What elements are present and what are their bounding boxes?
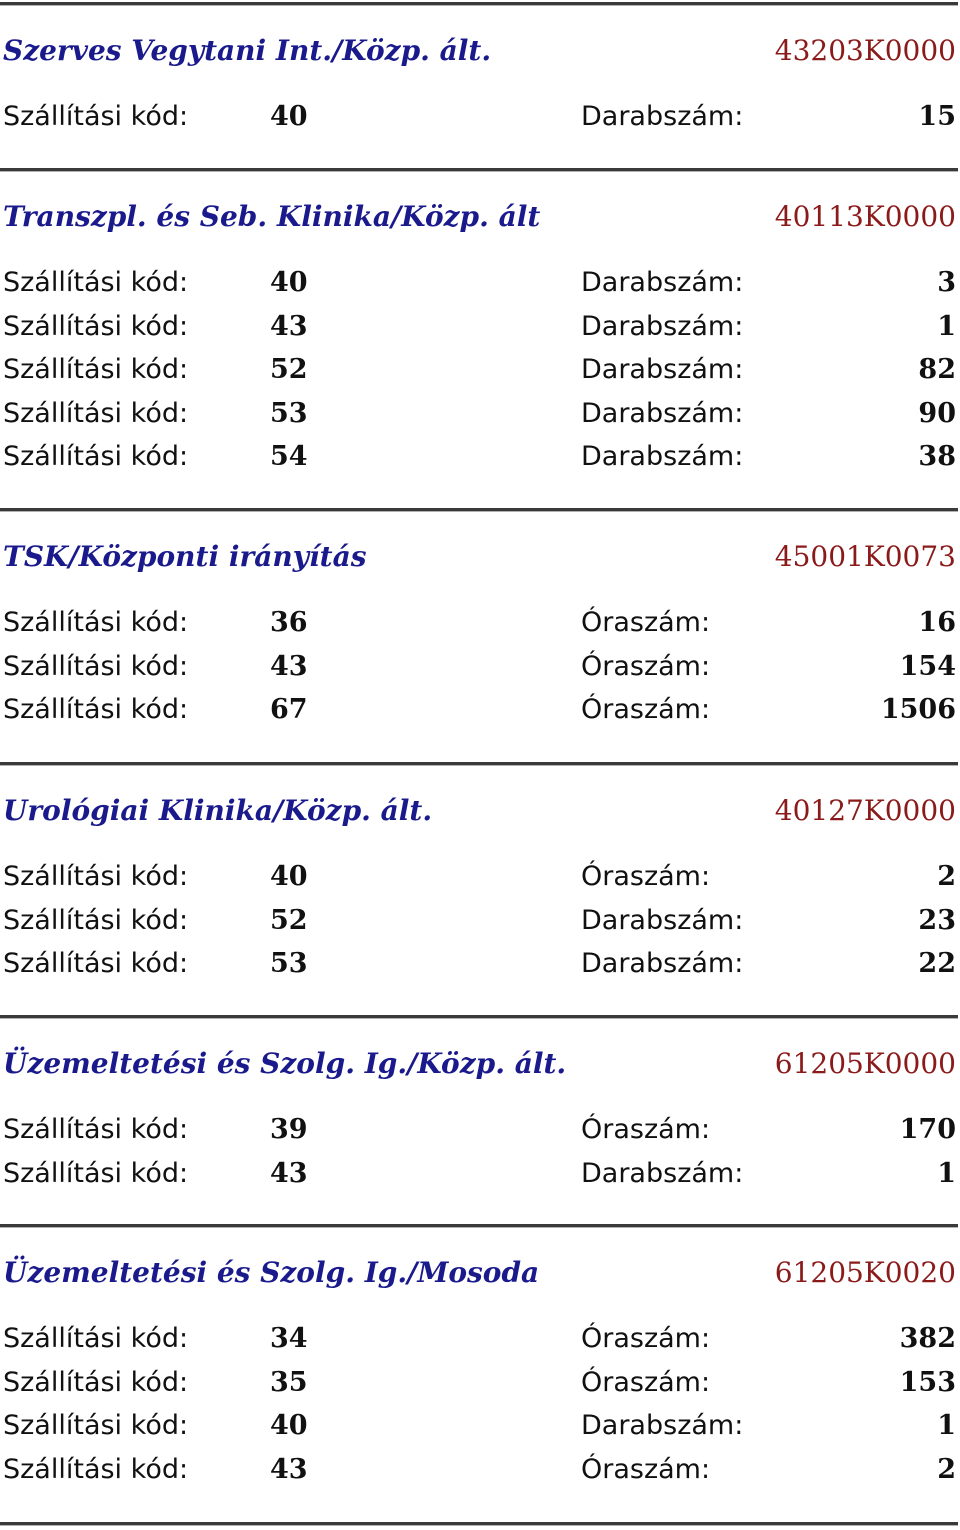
quantity-value: 23 bbox=[918, 904, 956, 936]
shipping-code-label: Szállítási kód: bbox=[3, 1323, 189, 1354]
quantity-value: 1 bbox=[937, 310, 956, 342]
quantity-value: 1 bbox=[937, 1157, 956, 1189]
cost-center-code: 61205K0000 bbox=[774, 1047, 956, 1080]
quantity-value: 3 bbox=[937, 267, 956, 298]
quantity-label: Darabszám: bbox=[581, 441, 744, 472]
quantity-label: Óraszám: bbox=[581, 1366, 711, 1398]
cost-center-code: 45001K0073 bbox=[774, 540, 956, 573]
shipping-code-label: Szállítási kód: bbox=[3, 397, 189, 429]
section-title: Üzemeltetési és Szolg. Ig./Mosoda bbox=[3, 1256, 540, 1289]
quantity-label: Darabszám: bbox=[581, 1157, 744, 1189]
quantity-value: 1 bbox=[937, 1410, 956, 1441]
quantity-label: Darabszám: bbox=[581, 948, 744, 979]
shipping-code-label: Szállítási kód: bbox=[3, 904, 189, 936]
section-divider bbox=[0, 2, 958, 6]
quantity-label: Óraszám: bbox=[581, 861, 711, 892]
section-title: Transzpl. és Seb. Klinika/Közp. ált bbox=[3, 200, 541, 233]
quantity-value: 170 bbox=[899, 1114, 956, 1145]
shipping-code-value: 43 bbox=[270, 1453, 308, 1485]
shipping-code-value: 40 bbox=[270, 267, 308, 298]
shipping-code-value: 40 bbox=[270, 1410, 308, 1441]
section-title: Üzemeltetési és Szolg. Ig./Közp. ált. bbox=[3, 1047, 567, 1080]
shipping-code-value: 34 bbox=[270, 1323, 308, 1354]
shipping-code-label: Szállítási kód: bbox=[3, 1453, 189, 1485]
shipping-code-label: Szállítási kód: bbox=[3, 861, 189, 892]
quantity-label: Óraszám: bbox=[581, 1114, 711, 1145]
quantity-label: Óraszám: bbox=[581, 1453, 711, 1485]
shipping-code-value: 67 bbox=[270, 694, 308, 725]
quantity-value: 2 bbox=[937, 861, 956, 892]
quantity-value: 154 bbox=[899, 650, 956, 682]
shipping-code-value: 53 bbox=[270, 397, 308, 429]
quantity-label: Darabszám: bbox=[581, 1410, 744, 1441]
shipping-code-label: Szállítási kód: bbox=[3, 354, 189, 385]
quantity-label: Darabszám: bbox=[581, 267, 744, 298]
cost-center-code: 61205K0020 bbox=[774, 1256, 956, 1289]
shipping-code-value: 35 bbox=[270, 1366, 308, 1398]
shipping-code-value: 54 bbox=[270, 441, 308, 472]
section-title: Szerves Vegytani Int./Közp. ált. bbox=[3, 34, 492, 67]
section-divider bbox=[0, 1224, 958, 1228]
quantity-value: 82 bbox=[918, 354, 956, 385]
quantity-label: Óraszám: bbox=[581, 694, 711, 725]
quantity-label: Óraszám: bbox=[581, 650, 711, 682]
section-divider bbox=[0, 1522, 958, 1526]
shipping-code-label: Szállítási kód: bbox=[3, 1410, 189, 1441]
quantity-value: 38 bbox=[918, 441, 956, 472]
quantity-value: 90 bbox=[918, 397, 956, 429]
shipping-code-label: Szállítási kód: bbox=[3, 267, 189, 298]
shipping-code-label: Szállítási kód: bbox=[3, 694, 189, 725]
shipping-code-value: 40 bbox=[270, 101, 308, 132]
quantity-value: 15 bbox=[918, 101, 956, 132]
quantity-value: 382 bbox=[899, 1323, 956, 1354]
shipping-code-label: Szállítási kód: bbox=[3, 310, 189, 342]
quantity-label: Óraszám: bbox=[581, 607, 711, 638]
shipping-code-label: Szállítási kód: bbox=[3, 441, 189, 472]
shipping-code-value: 39 bbox=[270, 1114, 308, 1145]
shipping-code-label: Szállítási kód: bbox=[3, 1114, 189, 1145]
cost-center-code: 43203K0000 bbox=[774, 34, 956, 67]
quantity-label: Darabszám: bbox=[581, 397, 744, 429]
shipping-code-label: Szállítási kód: bbox=[3, 101, 189, 132]
section-divider bbox=[0, 168, 958, 172]
quantity-value: 153 bbox=[899, 1366, 956, 1398]
shipping-code-label: Szállítási kód: bbox=[3, 650, 189, 682]
quantity-label: Darabszám: bbox=[581, 904, 744, 936]
quantity-value: 2 bbox=[937, 1453, 956, 1485]
shipping-code-label: Szállítási kód: bbox=[3, 948, 189, 979]
shipping-code-value: 36 bbox=[270, 607, 308, 638]
shipping-code-label: Szállítási kód: bbox=[3, 1157, 189, 1189]
shipping-code-value: 53 bbox=[270, 948, 308, 979]
shipping-code-value: 52 bbox=[270, 354, 308, 385]
cost-center-code: 40113K0000 bbox=[774, 200, 956, 233]
shipping-code-label: Szállítási kód: bbox=[3, 607, 189, 638]
section-divider bbox=[0, 762, 958, 766]
quantity-label: Darabszám: bbox=[581, 101, 744, 132]
shipping-code-value: 43 bbox=[270, 310, 308, 342]
shipping-code-value: 43 bbox=[270, 650, 308, 682]
quantity-value: 22 bbox=[918, 948, 956, 979]
quantity-label: Óraszám: bbox=[581, 1323, 711, 1354]
quantity-label: Darabszám: bbox=[581, 310, 744, 342]
section-title: Urológiai Klinika/Közp. ált. bbox=[3, 794, 433, 827]
quantity-value: 16 bbox=[918, 607, 956, 638]
section-title: TSK/Központi irányítás bbox=[3, 540, 367, 573]
section-divider bbox=[0, 508, 958, 512]
shipping-code-value: 52 bbox=[270, 904, 308, 936]
quantity-label: Darabszám: bbox=[581, 354, 744, 385]
shipping-code-value: 40 bbox=[270, 861, 308, 892]
cost-center-code: 40127K0000 bbox=[774, 794, 956, 827]
shipping-code-label: Szállítási kód: bbox=[3, 1366, 189, 1398]
shipping-code-value: 43 bbox=[270, 1157, 308, 1189]
quantity-value: 1506 bbox=[880, 694, 956, 725]
section-divider bbox=[0, 1015, 958, 1019]
